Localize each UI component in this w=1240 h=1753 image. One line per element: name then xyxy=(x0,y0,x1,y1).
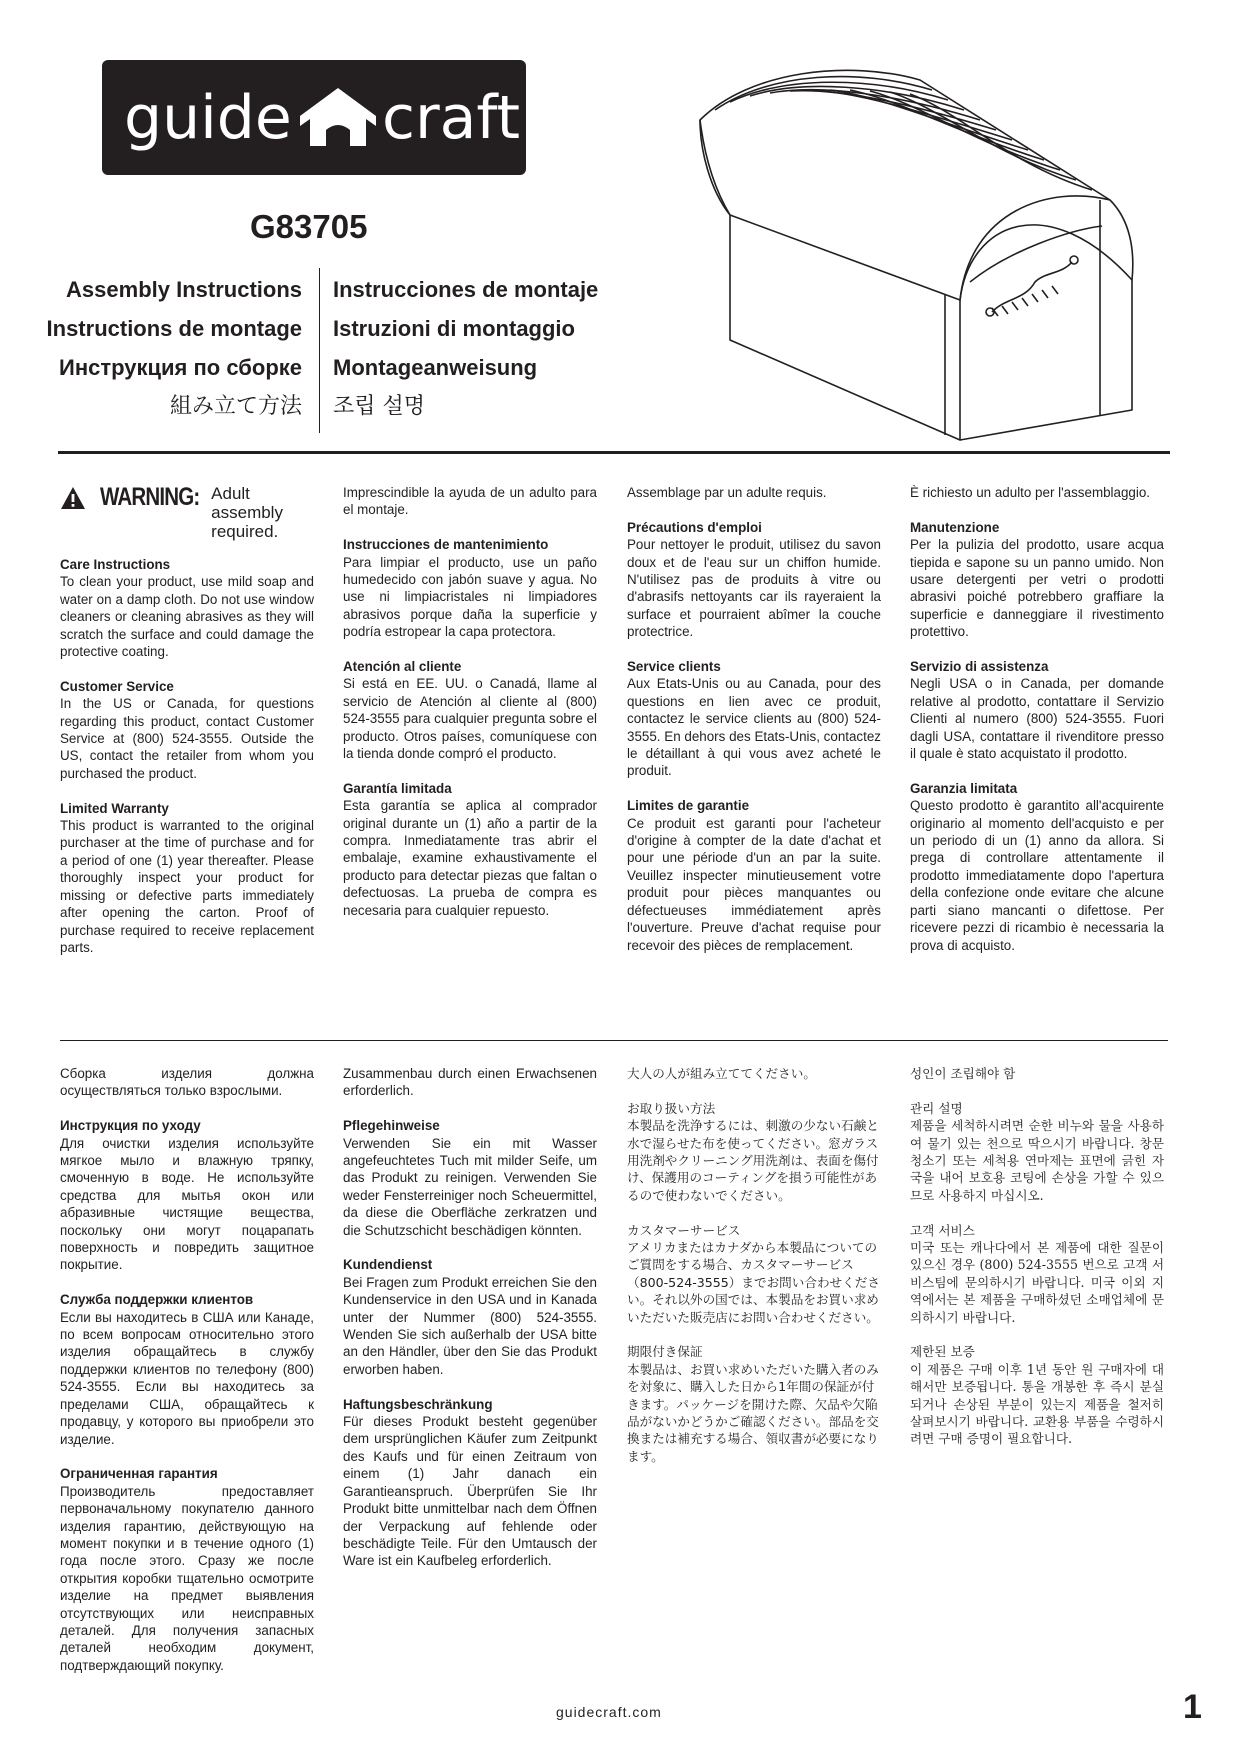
warranty-text: This product is warranted to the original purchaser at the time of purchase and for a period of one (1) year thereafter. Please thoroughly inspect your product for missing or defective parts immediately after opening the carton. Proof of purchase required to receive replacement parts. xyxy=(60,818,314,955)
warranty-text: Производитель предоставляет первоначальному покупателю данного изделия гарантию, действующую на момент покупки и в течение одного (1) года после этого. Сразу же после открытия коробки тщательно осмотрите изделие на предмет выявления отсутствующих или неисправных деталей. Для получения запасных деталей необходим документ, подтверждающий покупку. xyxy=(60,1483,314,1673)
spanish-column xyxy=(343,484,597,937)
intro-text: 大人の人が組み立ててください。 xyxy=(627,1066,816,1081)
warning-banner xyxy=(60,484,314,541)
logo-word-guide: guide xyxy=(124,83,292,153)
care-text: 本製品を洗浄するには、刺激の少ない石鹸と水で湿らせた布を使ってください。窓ガラス用洗剤やクリーニング用洗剤は、表面を傷付け、保護用のコーティングを損う可能性があるので使わないでください。 xyxy=(627,1118,879,1203)
care-heading: Instrucciones de mantenimiento xyxy=(343,537,549,553)
care-text: Pour nettoyer le produit, utilisez du savon doux et de l'eau sur un chiffon humide. N'utilisez pas de produits à vitre ou d'abrasifs nettoyants car ils rayeraient la surface et pourraient abîmer la couche protectrice. xyxy=(627,537,881,640)
french-column xyxy=(627,484,881,971)
title-fr: Instructions de montage xyxy=(46,316,302,341)
service-heading: Service clients xyxy=(627,659,721,675)
care-heading: 관리 설명 xyxy=(910,1100,963,1116)
titles-right xyxy=(333,270,598,426)
middle-rule xyxy=(60,1040,1168,1041)
house-icon xyxy=(300,88,376,146)
warranty-heading: 제한된 보증 xyxy=(910,1344,975,1360)
brand-logo xyxy=(102,60,526,175)
russian-column xyxy=(60,1065,314,1692)
warning-icon xyxy=(60,486,86,510)
warning-label: WARNING: xyxy=(100,483,200,511)
warranty-heading: Limited Warranty xyxy=(60,800,169,816)
page-number: 1 xyxy=(1183,1688,1202,1726)
model-number: G83705 xyxy=(250,208,368,245)
warranty-heading: 期限付き保証 xyxy=(627,1344,703,1360)
service-heading: カスタマーサービス xyxy=(627,1222,741,1238)
intro-text: 성인이 조립해야 함 xyxy=(910,1066,1016,1081)
service-heading: Служба поддержки клиентов xyxy=(60,1292,254,1308)
warranty-heading: Garanzia limitata xyxy=(910,780,1018,796)
service-text: Aux Etats-Unis ou au Canada, pour des questions en lien avec ce produit, contactez le service clients au (800) 524-3555. En dehors des Etats-Unis, contactez le détaillant à qui vous avez acheté le produit. xyxy=(627,676,881,779)
intro-text: È richiesto un adulto per l'assemblaggio. xyxy=(910,485,1151,500)
care-heading: Pflegehinweise xyxy=(343,1118,440,1134)
service-text: Bei Fragen zum Produkt erreichen Sie den Kundenservice in den USA und in Kanada unter der Nummer (800) 524-3555. Wenden Sie sich außerhalb der USA bitte an den Händler, über den Sie das Produkt erworben haben. xyxy=(343,1274,597,1377)
title-ko: 조립 설명 xyxy=(333,394,426,419)
warranty-heading: Garantía limitada xyxy=(343,780,452,796)
care-heading: Précautions d'emploi xyxy=(627,519,762,535)
warranty-heading: Ограниченная гарантия xyxy=(60,1466,218,1482)
warning-text: Adult assembly required. xyxy=(211,484,283,541)
care-heading: Инструкция по уходу xyxy=(60,1118,201,1134)
care-text: 제품을 세척하시려면 순한 비누와 물을 사용하여 물기 있는 천으로 딱으시기 바랍니다. 창문 청소기 또는 세척용 연마제는 표면에 긁힌 자국을 내어 보호용 코팅에 손상을 가할 수 있으므로 사용하지 마십시오. xyxy=(910,1118,1164,1203)
korean-column xyxy=(910,1065,1164,1465)
care-text: Para limpiar el producto, use un paño humedecido con jabón suave y agua. No use ni limpiacristales ni limpiadores abrasivos porque daña la superficie y podría estropear la capa protectora. xyxy=(343,554,597,640)
service-heading: Customer Service xyxy=(60,678,174,694)
service-text: Negli USA o in Canada, per domande relative al prodotto, contattare il Servizio Clienti al numero (800) 524-3555. Fuori dagli USA, contattare il rivenditore presso il quale è stato acquistato il prodotto. xyxy=(910,676,1164,762)
care-heading: Manutenzione xyxy=(910,519,1000,535)
service-text: In the US or Canada, for questions regarding this product, contact Customer Service at (800) 524-3555. Outside the US, contact the retailer from whom you purchased the product. xyxy=(60,696,314,781)
care-text: Per la pulizia del prodotto, usare acqua tiepida e sapone su un panno umido. Non usare detergenti per vetri o prodotti abrasivi poiché potrebbero graffiare la superficie e danneggiare il rivestimento protettivo. xyxy=(910,537,1164,640)
care-heading: お取り扱い方法 xyxy=(627,1100,716,1116)
title-de: Montageanweisung xyxy=(333,355,538,380)
service-heading: Atención al cliente xyxy=(343,659,462,675)
warranty-heading: Limites de garantie xyxy=(627,798,750,814)
intro-text: Assemblage par un adulte requis. xyxy=(627,485,827,500)
warranty-heading: Haftungsbeschränkung xyxy=(343,1396,493,1412)
title-it: Istruzioni di montaggio xyxy=(333,316,575,341)
title-ru: Инструкция по сборке xyxy=(59,355,302,380)
titles-left xyxy=(47,270,302,426)
title-es: Instrucciones de montaje xyxy=(333,277,599,302)
warranty-text: Questo prodotto è garantito all'acquirente originario al momento dell'acquisto e per un periodo di un (1) anno da allora. Si prega di controllare attentamente il prodotto immediatamente dopo l'apertura della confezione onde evitare che alcune parti siano mancanti o difettose. Per ricevere pezzi di ricambio è necessaria la prova di acquisto. xyxy=(910,798,1164,953)
warranty-text: 本製品は、お買い求めいただいた購入者のみを対象に、購入した日から1年間の保証が付きます。パッケージを開けた際、欠品や欠陥品がないかどうかご確認ください。部品を交換または補充する場合、領収書が必要になります。 xyxy=(627,1361,879,1464)
service-text: アメリカまたはカナダから本製品についてのご質問をする場合、カスタマーサービス（800-524-3555）までお問い合わせください。それ以外の国では、本製品をお買い求めいただいた販売店にお問い合わせください。 xyxy=(627,1240,880,1325)
warranty-text: Esta garantía se aplica al comprador original durante un (1) año a partir de la compra. Inmediatamente tras abrir el embalaje, examine exhaustivamente el producto para detectar piezas que faltan o defectuosas. La prueba de compra es necesaria para cualquier repuesto. xyxy=(343,798,597,918)
intro-text: Zusammenbau durch einen Erwachsenen erforderlich. xyxy=(343,1066,597,1099)
warranty-text: 이 제품은 구매 이후 1년 동안 원 구매자에 대해서만 보증됩니다. 통을 개봉한 후 즉시 분실되거나 손상된 부분이 있는지 제품을 철저히 살펴보시기 바랍니다. 교환용 부품을 수령하시려면 구매 증명이 필요합니다. xyxy=(910,1361,1164,1447)
title-ja: 組み立て方法 xyxy=(169,394,302,419)
japanese-column xyxy=(627,1065,881,1483)
italian-column xyxy=(910,484,1164,971)
intro-text: Сборка изделия должна осуществляться только взрослыми. xyxy=(60,1066,314,1099)
service-text: Если вы находитесь в США или Канаде, по всем вопросам относительно этого изделия обращайтесь в службу поддержки клиентов по телефону (800) 524-3555. Если вы находитесь за пределами США, обращайтесь к продавцу, у которого вы приобрели это изделие. xyxy=(60,1309,314,1447)
footer-url: guidecraft.com xyxy=(556,1704,662,1720)
warranty-text: Ce produit est garanti pour l'acheteur d'origine à compter de la date d'achat et pour une période d'un an par la suite. Veuillez inspecter minutieusement votre produit pour pièces manquantes ou défectueuses immédiatement après l'ouverture. Preuve d'achat requise pour recevoir des pièces de remplacement. xyxy=(627,815,881,953)
intro-text: Imprescindible la ayuda de un adulto para el montaje. xyxy=(343,485,597,518)
title-en: Assembly Instructions xyxy=(66,277,302,302)
service-heading: Servizio di assistenza xyxy=(910,659,1049,675)
german-column xyxy=(343,1065,597,1587)
warranty-text: Für dieses Produkt besteht gegenüber dem ursprünglichen Käufer zum Zeitpunkt des Kaufs und für einen Zeitraum von einem (1) Jahr danach ein Garantieanspruch. Überprüfen Sie Ihr Produkt bitte unmittelbar nach dem Öffnen der Verpackung auf fehlende oder beschädigte Teile. Für den Umtausch der Ware ist ein Kaufbeleg erforderlich. xyxy=(343,1414,597,1569)
top-rule xyxy=(58,451,1170,454)
service-heading: 고객 서비스 xyxy=(910,1222,975,1238)
service-text: Si está en EE. UU. o Canadá, llame al servicio de Atención al cliente al (800) 524-3555 para cualquier pregunta sobre el producto. Otros países, comuníquese con la tienda donde compró el producto. xyxy=(343,676,597,762)
care-heading: Care Instructions xyxy=(60,557,171,572)
care-text: Verwenden Sie ein mit Wasser angefeuchtetes Tuch mit milder Seife, um das Produkt zu reinigen. Verwenden Sie weder Fensterreiniger noch Scheuermittel, da diese die Oberfläche zerkratzen und die Schutzschicht beschädigen könnten. xyxy=(343,1135,597,1238)
care-text: Для очистки изделия используйте мягкое мыло и влажную тряпку, смоченную в воде. Не используйте средства для мытья окон или абразивные чистящие вещества, поскольку они могут поцарапать поверхность и повредить защитное покрытие. xyxy=(60,1135,314,1273)
service-heading: Kundendienst xyxy=(343,1257,433,1273)
english-column xyxy=(60,484,314,974)
service-text: 미국 또는 캐나다에서 본 제품에 대한 질문이 있으신 경우 (800) 524-3555 번으로 고객 서비스팀에 문의하시기 바랍니다. 미국 이외 지역에서는 본 제품을 구매하셨던 소매업체에 문의하시기 바랍니다. xyxy=(910,1240,1164,1325)
toy-chest-illustration xyxy=(670,50,1140,450)
care-text: To clean your product, use mild soap and water on a damp cloth. Do not use window cleaners or cleaning abrasives as they will scratch the surface and could damage the protective coating. xyxy=(60,574,314,660)
title-divider xyxy=(319,268,320,433)
logo-word-craft: craft xyxy=(382,83,521,153)
